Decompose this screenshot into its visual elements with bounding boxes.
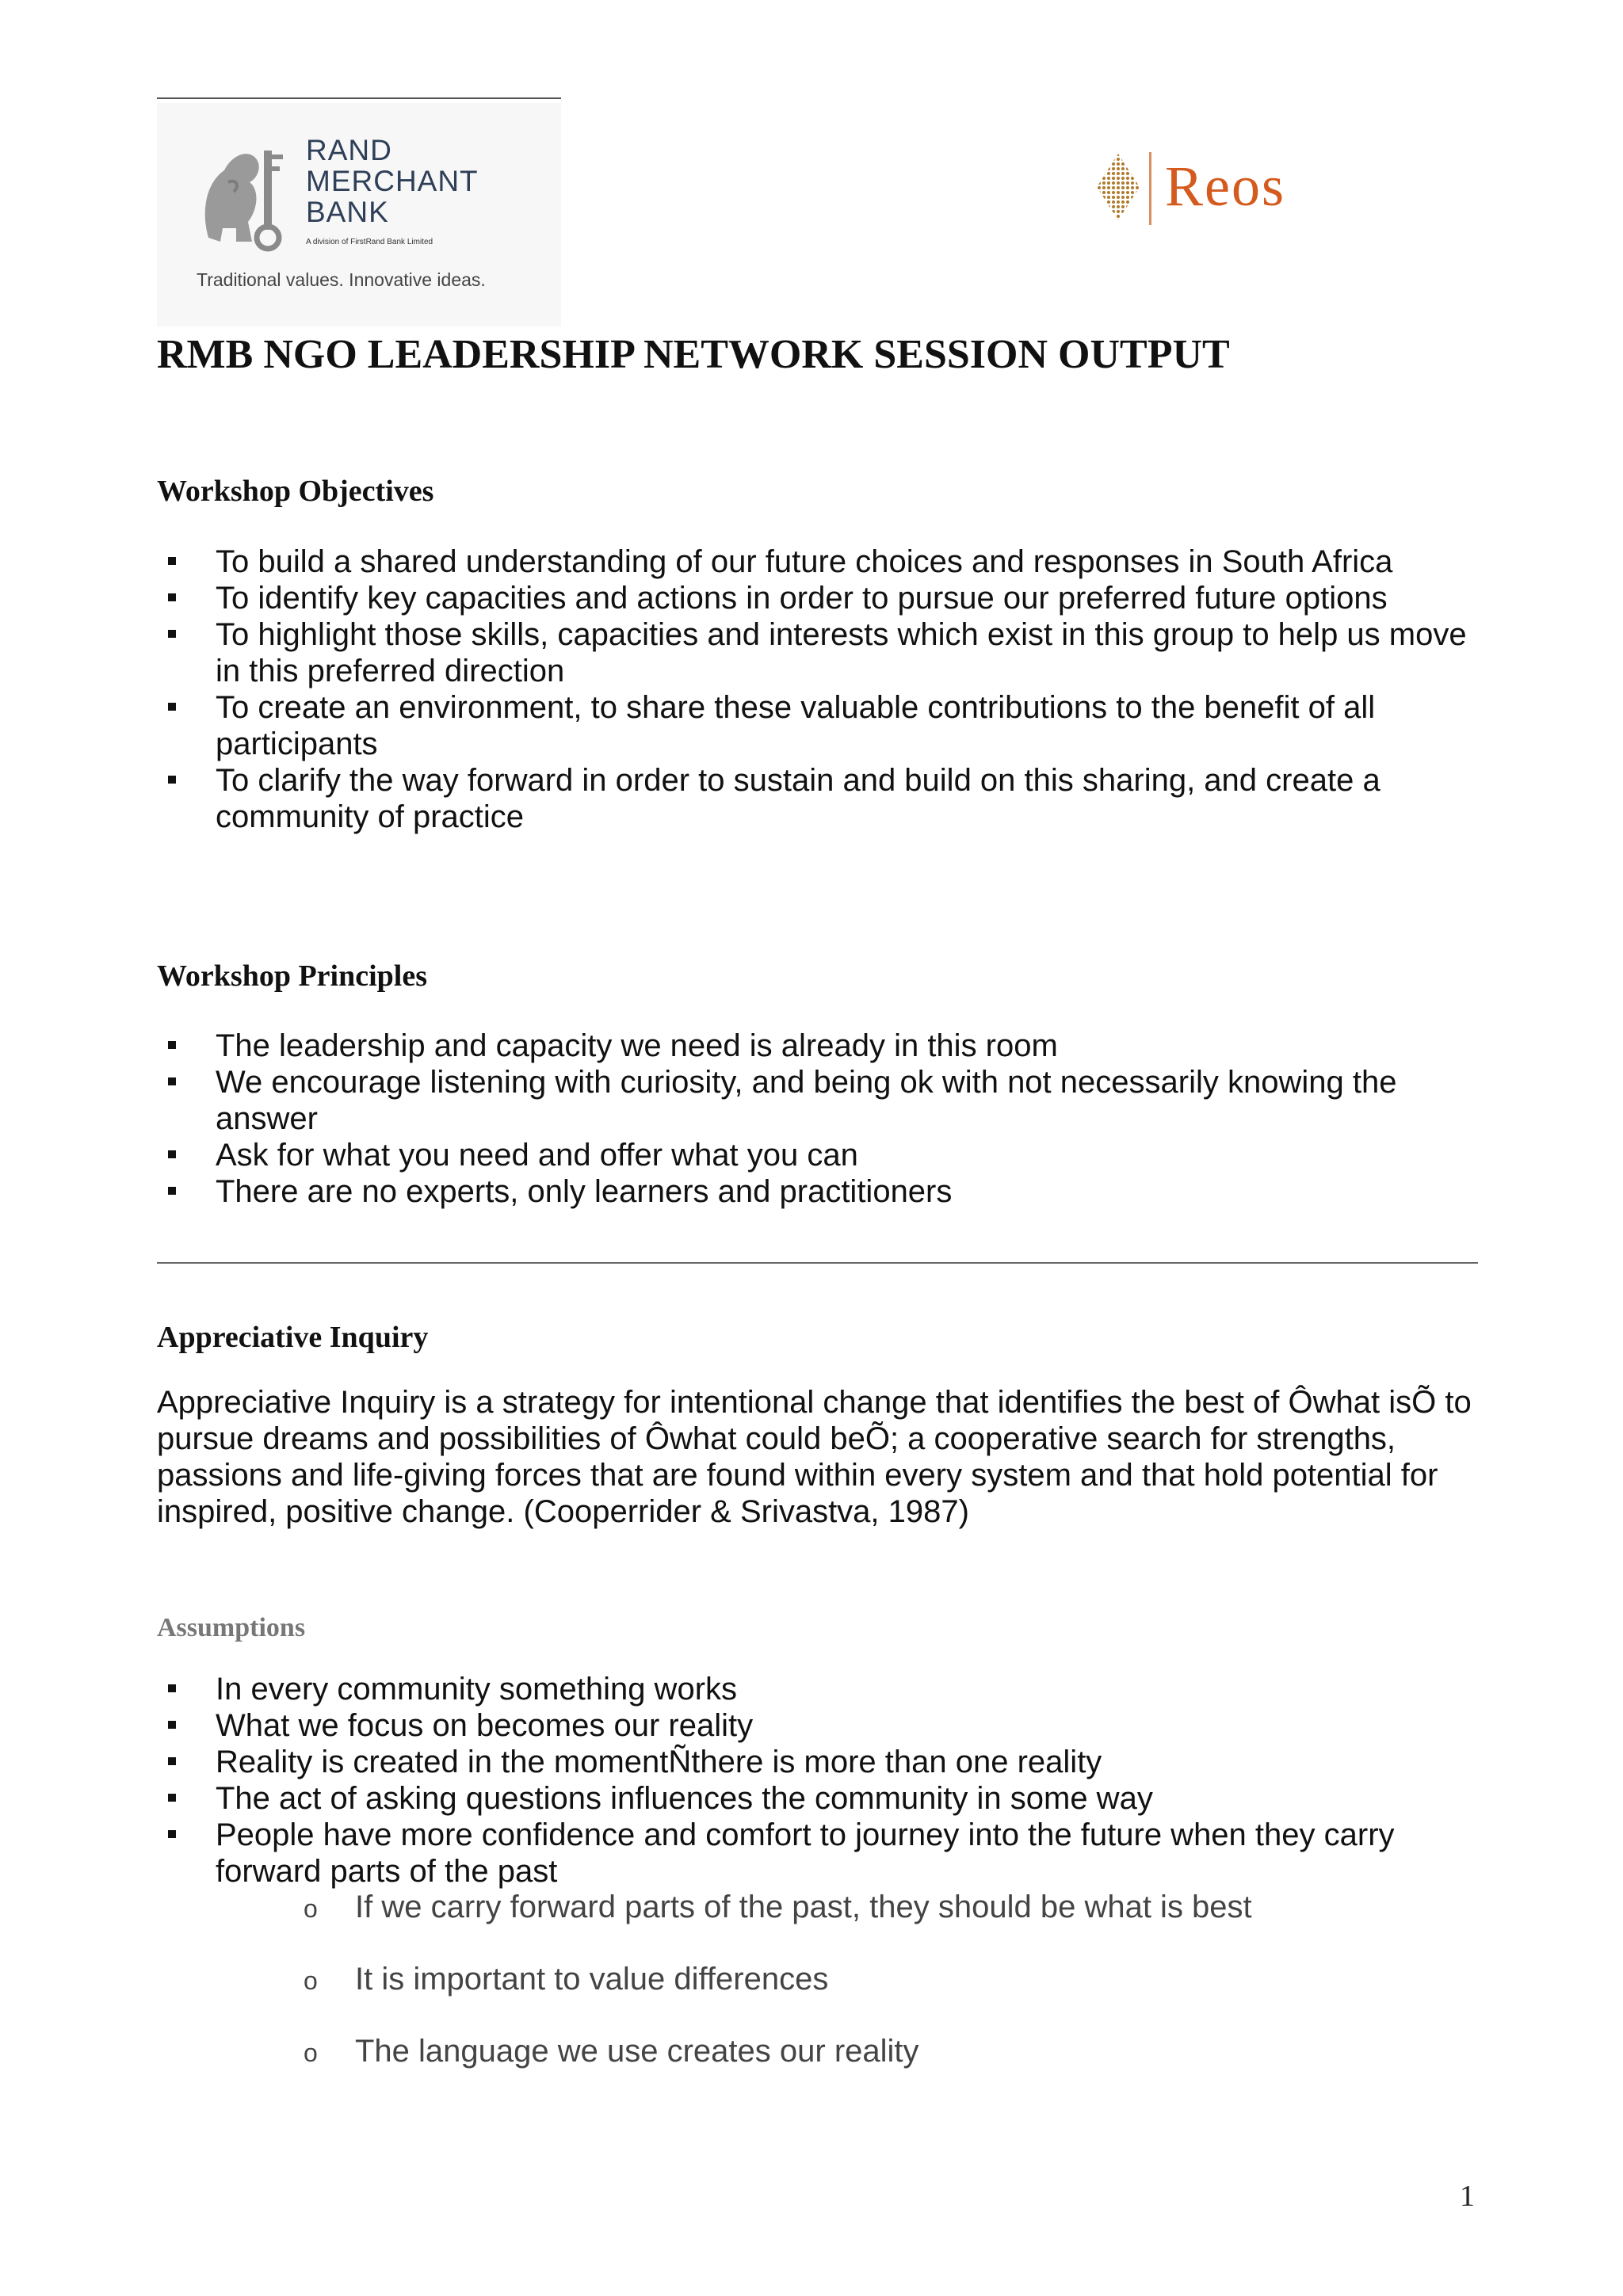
page-title: RMB NGO LEADERSHIP NETWORK SESSION OUTPUT bbox=[157, 332, 1230, 377]
list-item: People have more confidence and comfort to journey into the future when they carry forward parts of the past bbox=[157, 1817, 1488, 1890]
list-item: To identify key capacities and actions in order to pursue our preferred future options bbox=[157, 580, 1488, 616]
list-item: Reality is created in the momentÑthere is more than one reality bbox=[157, 1744, 1488, 1780]
assumptions-sublist bbox=[300, 1889, 1488, 2105]
principles-heading: Workshop Principles bbox=[157, 959, 427, 993]
rmb-division-note: A division of FirstRand Bank Limited bbox=[306, 238, 433, 246]
rmb-lion-key-icon bbox=[193, 135, 296, 254]
principles-list bbox=[157, 1028, 1488, 1210]
list-item: In every community something works bbox=[157, 1671, 1488, 1707]
list-item: To clarify the way forward in order to sustain and build on this sharing, and create a community of practice bbox=[157, 762, 1488, 835]
sub-list-item: o If we carry forward parts of the past, they should be what is best bbox=[300, 1889, 1488, 1925]
list-item: There are no experts, only learners and practitioners bbox=[157, 1173, 1488, 1210]
header-rule bbox=[157, 97, 561, 99]
inquiry-paragraph: Appreciative Inquiry is a strategy for intentional change that identifies the best of Ôwhat isÕ to pursue dreams and possibilities of Ôwhat could beÕ; a cooperative search for strengths, passions and life-giving forces that are found within every system and that hold potential for inspired, positive change. (Cooperrider & Srivastva, 1987) bbox=[157, 1385, 1472, 1529]
list-item: The leadership and capacity we need is already in this room bbox=[157, 1028, 1488, 1064]
rmb-logo bbox=[157, 103, 561, 326]
list-item: To highlight those skills, capacities and interests which exist in this group to help us move in this preferred direction bbox=[157, 616, 1488, 689]
list-item: We encourage listening with curiosity, and being ok with not necessarily knowing the answer bbox=[157, 1064, 1488, 1137]
list-item: What we focus on becomes our reality bbox=[157, 1707, 1488, 1744]
list-item: To build a shared understanding of our future choices and responses in South Africa bbox=[157, 543, 1488, 580]
sub-list-item: o The language we use creates our reality bbox=[300, 2033, 1488, 2069]
reos-logo bbox=[1092, 147, 1346, 235]
rmb-line-2: MERCHANT bbox=[306, 165, 479, 197]
inquiry-heading: Appreciative Inquiry bbox=[157, 1321, 429, 1354]
rmb-line-1: RAND bbox=[306, 134, 392, 166]
reos-divider bbox=[1149, 152, 1151, 225]
list-item: The act of asking questions influences the community in some way bbox=[157, 1780, 1488, 1817]
page-number: 1 bbox=[1460, 2180, 1475, 2213]
list-item: To create an environment, to share these valuable contributions to the benefit of all participants bbox=[157, 689, 1488, 762]
assumptions-heading: Assumptions bbox=[157, 1613, 306, 1642]
sub-list-item: o It is important to value differences bbox=[300, 1961, 1488, 1997]
objectives-heading: Workshop Objectives bbox=[157, 475, 434, 508]
reos-diamond-icon bbox=[1092, 147, 1144, 227]
rmb-wordmark bbox=[306, 135, 479, 227]
rmb-line-3: BANK bbox=[306, 196, 389, 228]
rmb-tagline: Traditional values. Innovative ideas. bbox=[197, 269, 486, 290]
objectives-list bbox=[157, 543, 1488, 835]
reos-wordmark: Reos bbox=[1165, 154, 1285, 218]
list-item: Ask for what you need and offer what you can bbox=[157, 1137, 1488, 1173]
section-divider bbox=[157, 1262, 1478, 1264]
assumptions-list bbox=[157, 1671, 1488, 1890]
